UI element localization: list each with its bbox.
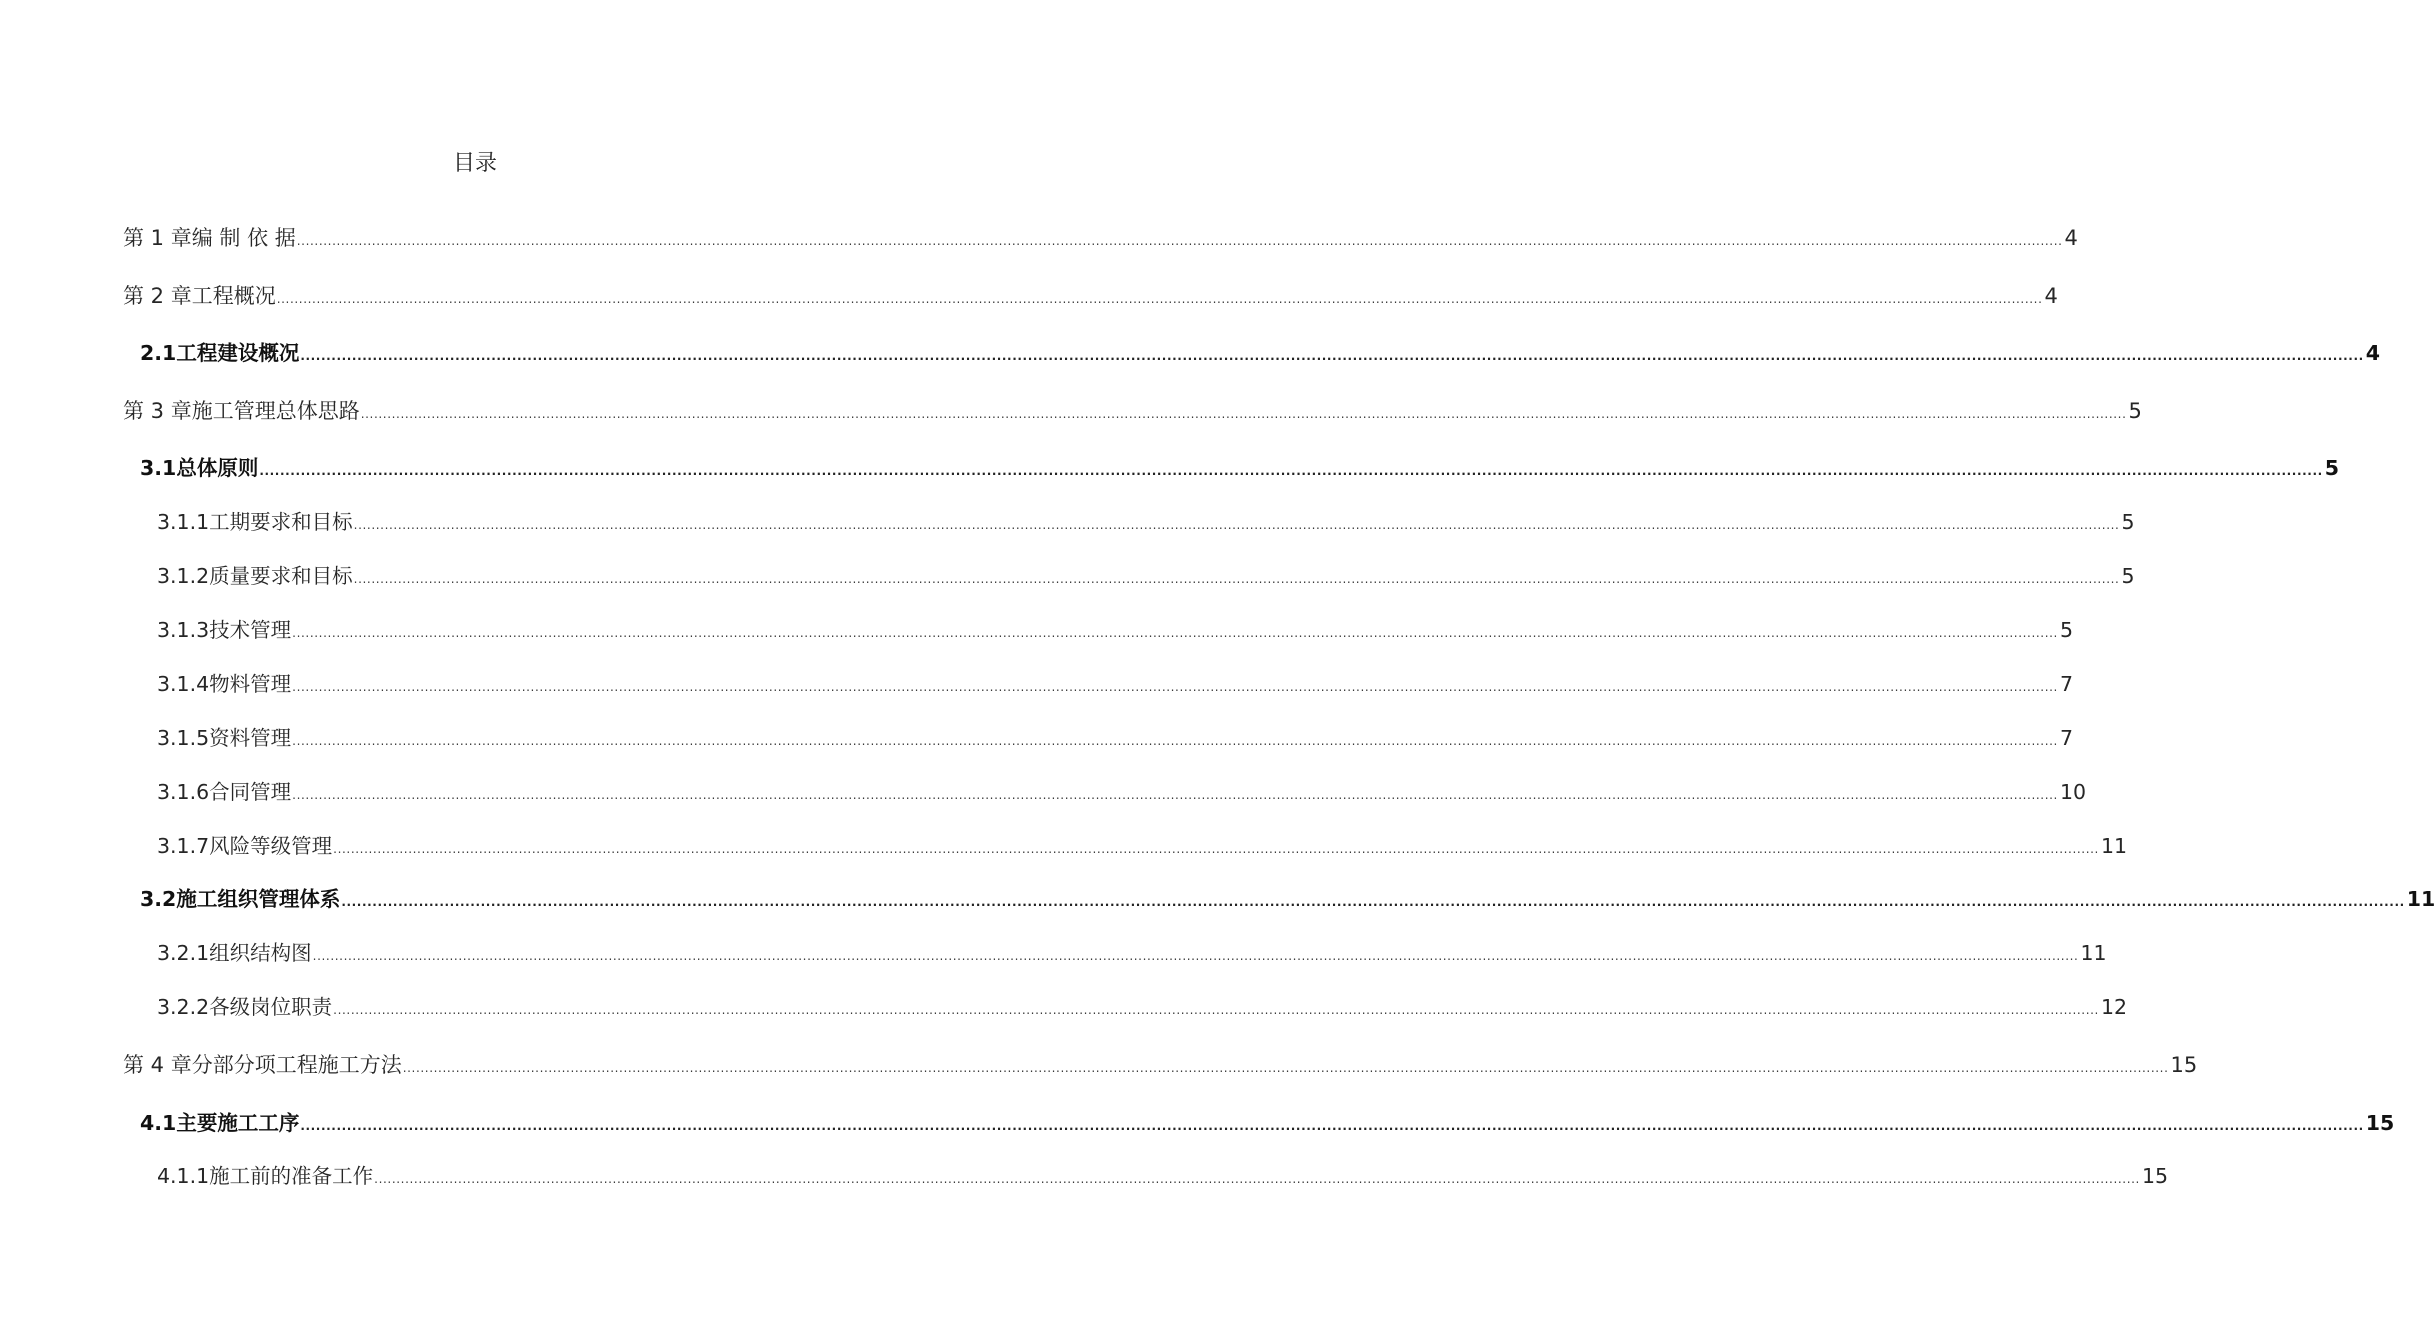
toc-leader-dots: ................................................................................................................................................................................................................................................................................................................................................................................................................: [296, 234, 2063, 248]
toc-entry-label: 技术管理: [209, 618, 292, 642]
toc-entry-number: 4.1: [140, 1111, 177, 1135]
toc-entry-label: 合同管理: [209, 780, 292, 804]
toc-entry-number: 3.2.2: [157, 995, 210, 1019]
toc-leader-dots: ................................................................................................................................................................................................................................................................................................................................................................................................................: [300, 349, 2364, 363]
toc-entry-number: 4.1.1: [157, 1164, 210, 1188]
toc-entry-number: 2.1: [140, 341, 177, 365]
toc-entry-number: 第 3 章: [123, 399, 192, 423]
toc-entry-number: 第 2 章: [123, 284, 192, 308]
toc-entry-label: 施工组织管理体系: [176, 887, 341, 911]
toc-leader-dots: ................................................................................................................................................................................................................................................................................................................................................................................................................: [312, 949, 2079, 963]
toc-leader-dots: ................................................................................................................................................................................................................................................................................................................................................................................................................: [341, 895, 2405, 909]
toc-entry-chapter-1[interactable]: [123, 223, 2078, 253]
toc-leader-dots: ................................................................................................................................................................................................................................................................................................................................................................................................................: [353, 518, 2120, 532]
toc-entry-number: 第 4 章: [123, 1053, 192, 1077]
toc-entry-chapter-3[interactable]: [123, 396, 2142, 426]
toc-entry-label: 物料管理: [209, 672, 292, 696]
toc-entry-page: 15: [2170, 1053, 2198, 1077]
toc-entry-page: 10: [2059, 780, 2087, 804]
toc-entry-label: 工程概况: [191, 284, 276, 308]
toc-entry-label: 工程建设概况: [176, 341, 300, 365]
toc-entry-page: 5: [2059, 618, 2073, 642]
toc-entry-number: 3.1.5: [157, 726, 210, 750]
toc-entry-label: 施工前的准备工作: [209, 1164, 374, 1188]
toc-entry-subsection-3-1-6[interactable]: [157, 777, 2087, 807]
toc-leader-dots: ................................................................................................................................................................................................................................................................................................................................................................................................................: [333, 842, 2099, 856]
toc-entry-subsection-3-1-2[interactable]: [157, 561, 2135, 591]
toc-entry-number: 第 1 章: [123, 226, 192, 250]
toc-entry-subsection-3-1-7[interactable]: [157, 831, 2128, 861]
toc-leader-dots: ................................................................................................................................................................................................................................................................................................................................................................................................................: [292, 626, 2058, 640]
toc-leader-dots: ................................................................................................................................................................................................................................................................................................................................................................................................................: [259, 464, 2323, 478]
toc-entry-section-4-1[interactable]: [140, 1108, 2395, 1138]
toc-entry-label: 各级岗位职责: [209, 995, 333, 1019]
toc-leader-dots: ................................................................................................................................................................................................................................................................................................................................................................................................................: [292, 788, 2058, 802]
toc-entry-page: 15: [2365, 1111, 2395, 1135]
toc-entry-subsection-3-1-5[interactable]: [157, 723, 2073, 753]
toc-leader-dots: ................................................................................................................................................................................................................................................................................................................................................................................................................: [300, 1119, 2364, 1133]
toc-entry-section-3-1[interactable]: [140, 453, 2340, 483]
toc-entry-label: 质量要求和目标: [209, 564, 353, 588]
toc-leader-dots: ................................................................................................................................................................................................................................................................................................................................................................................................................: [276, 292, 2043, 306]
toc-entry-page: 11: [2080, 941, 2107, 965]
toc-entry-page: 15: [2141, 1164, 2169, 1188]
toc-entry-label: 总体原则: [176, 456, 259, 480]
toc-entry-page: 4: [2365, 341, 2381, 365]
toc-entry-label: 工期要求和目标: [209, 510, 353, 534]
toc-entry-page: 7: [2059, 726, 2073, 750]
toc-entry-subsection-4-1-1[interactable]: [157, 1161, 2169, 1191]
toc-entry-number: 3.2.1: [157, 941, 210, 965]
toc-entry-subsection-3-1-4[interactable]: [157, 669, 2073, 699]
toc-entry-label: 风险等级管理: [209, 834, 333, 858]
toc-leader-dots: ................................................................................................................................................................................................................................................................................................................................................................................................................: [292, 734, 2058, 748]
toc-entry-section-2-1[interactable]: [140, 338, 2381, 368]
toc-leader-dots: ................................................................................................................................................................................................................................................................................................................................................................................................................: [374, 1172, 2140, 1186]
toc-leader-dots: ................................................................................................................................................................................................................................................................................................................................................................................................................: [360, 407, 2127, 421]
toc-entry-page: 5: [2121, 510, 2135, 534]
toc-entry-page: 11: [2406, 887, 2435, 911]
toc-entry-label: 组织结构图: [209, 941, 312, 965]
toc-entry-number: 3.1.7: [157, 834, 210, 858]
toc-entry-label: 编 制 依 据: [191, 226, 296, 250]
toc-entry-label: 主要施工工序: [176, 1111, 300, 1135]
toc-entry-label: 施工管理总体思路: [191, 399, 360, 423]
toc-entry-number: 3.1.6: [157, 780, 210, 804]
toc-entry-page: 7: [2059, 672, 2073, 696]
toc-leader-dots: ................................................................................................................................................................................................................................................................................................................................................................................................................: [333, 1003, 2099, 1017]
toc-title: 目录: [452, 151, 497, 176]
toc-entry-number: 3.1.1: [157, 510, 210, 534]
toc-entry-subsection-3-1-3[interactable]: [157, 615, 2073, 645]
toc-entry-subsection-3-1-1[interactable]: [157, 507, 2135, 537]
toc-entry-number: 3.1.3: [157, 618, 210, 642]
toc-entry-page: 5: [2128, 399, 2142, 423]
toc-entry-page: 4: [2064, 226, 2078, 250]
toc-entry-subsection-3-2-1[interactable]: [157, 938, 2107, 968]
toc-entry-number: 3.2: [140, 887, 177, 911]
toc-leader-dots: ................................................................................................................................................................................................................................................................................................................................................................................................................: [353, 572, 2120, 586]
toc-entry-chapter-4[interactable]: [123, 1050, 2198, 1080]
toc-entry-page: 11: [2100, 834, 2128, 858]
toc-entry-label: 分部分项工程施工方法: [191, 1053, 402, 1077]
toc-entry-chapter-2[interactable]: [123, 281, 2058, 311]
toc-entry-number: 3.1.2: [157, 564, 210, 588]
toc-entry-page: 4: [2044, 284, 2058, 308]
toc-entry-subsection-3-2-2[interactable]: [157, 992, 2128, 1022]
toc-entry-number: 3.1: [140, 456, 177, 480]
toc-entry-page: 5: [2324, 456, 2340, 480]
toc-entry-page: 5: [2121, 564, 2135, 588]
toc-entry-label: 资料管理: [209, 726, 292, 750]
toc-entry-number: 3.1.4: [157, 672, 210, 696]
toc-entry-page: 12: [2100, 995, 2128, 1019]
toc-leader-dots: ................................................................................................................................................................................................................................................................................................................................................................................................................: [292, 680, 2058, 694]
toc-entry-section-3-2[interactable]: [140, 884, 2435, 914]
toc-leader-dots: ................................................................................................................................................................................................................................................................................................................................................................................................................: [402, 1061, 2169, 1075]
